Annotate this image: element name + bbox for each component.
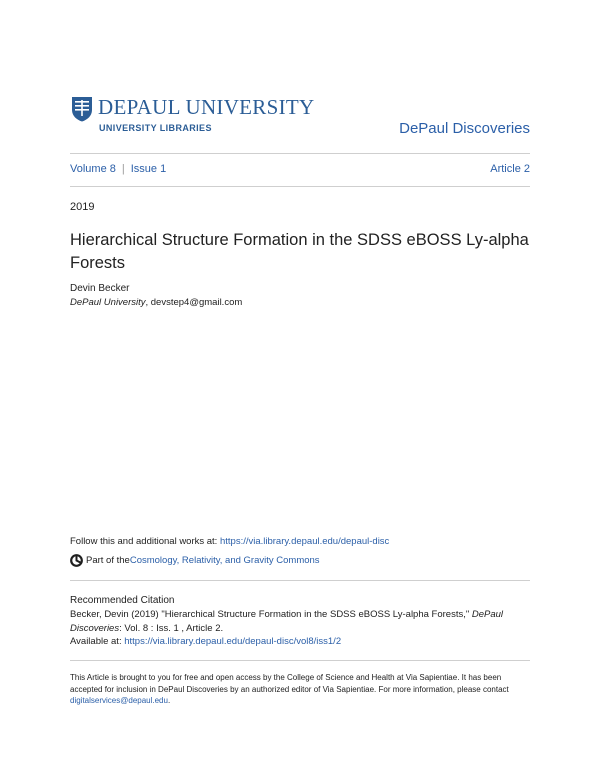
commons-link[interactable]: Cosmology, Relativity, and Gravity Commons bbox=[129, 555, 320, 566]
issue-link[interactable]: Issue 1 bbox=[130, 163, 167, 175]
contact-email-link[interactable]: digitalservices@depaul.edu bbox=[70, 696, 168, 705]
part-of-line bbox=[70, 554, 320, 567]
university-logo[interactable] bbox=[70, 96, 314, 133]
follow-text: Follow this and additional works at: bbox=[70, 536, 220, 547]
citation-heading: Recommended Citation bbox=[70, 595, 175, 606]
footer-text: This Article is brought to you for free and open access by the College of Science and Health at Via Sapientiae. It has been accepted for inclusion in DePaul Discoveries by an authorized editor of Via Sapientiae. For more information, please contact bbox=[70, 673, 509, 694]
institution: DePaul University bbox=[70, 297, 146, 308]
divider bbox=[70, 660, 530, 661]
article-title: Hierarchical Structure Formation in the SDSS eBOSS Ly-alpha Forests bbox=[70, 231, 529, 272]
divider bbox=[70, 153, 530, 154]
divider bbox=[70, 580, 530, 581]
publication-year: 2019 bbox=[70, 201, 95, 213]
author-email: , devstep4@gmail.com bbox=[145, 297, 243, 308]
author-affiliation bbox=[70, 297, 242, 308]
footer-notice bbox=[70, 672, 530, 707]
divider bbox=[70, 186, 530, 187]
available-prefix: Available at: bbox=[70, 636, 125, 647]
volume-link[interactable]: Volume 8 bbox=[70, 163, 116, 175]
series-title-link[interactable]: DePaul Discoveries bbox=[399, 120, 530, 137]
repository-link[interactable]: https://via.library.depaul.edu/depaul-disc bbox=[219, 536, 390, 547]
footer-end: . bbox=[167, 696, 171, 705]
citation-journal: DePaul Discoveries bbox=[70, 609, 504, 634]
separator: | bbox=[121, 163, 125, 175]
author-name: Devin Becker bbox=[70, 283, 130, 294]
logo-name: DEPAUL UNIVERSITY bbox=[98, 95, 315, 119]
article-link[interactable]: Article 2 bbox=[490, 163, 530, 175]
follow-line bbox=[70, 536, 389, 547]
header bbox=[70, 96, 530, 140]
network-icon bbox=[70, 554, 83, 567]
logo-subtitle: UNIVERSITY LIBRARIES bbox=[99, 123, 212, 133]
shield-icon bbox=[70, 96, 94, 122]
citation-text: Becker, Devin (2019) "Hierarchical Structure Formation in the SDSS eBOSS Ly-alpha Forests," bbox=[70, 609, 472, 620]
part-of-prefix: Part of the bbox=[86, 555, 130, 566]
citation-body bbox=[70, 608, 530, 649]
issue-row bbox=[70, 163, 530, 175]
citation-volume: : Vol. 8 : Iss. 1 , Article 2. bbox=[119, 622, 224, 634]
article-url-link[interactable]: https://via.library.depaul.edu/depaul-disc/vol8/iss1/2 bbox=[124, 636, 342, 647]
